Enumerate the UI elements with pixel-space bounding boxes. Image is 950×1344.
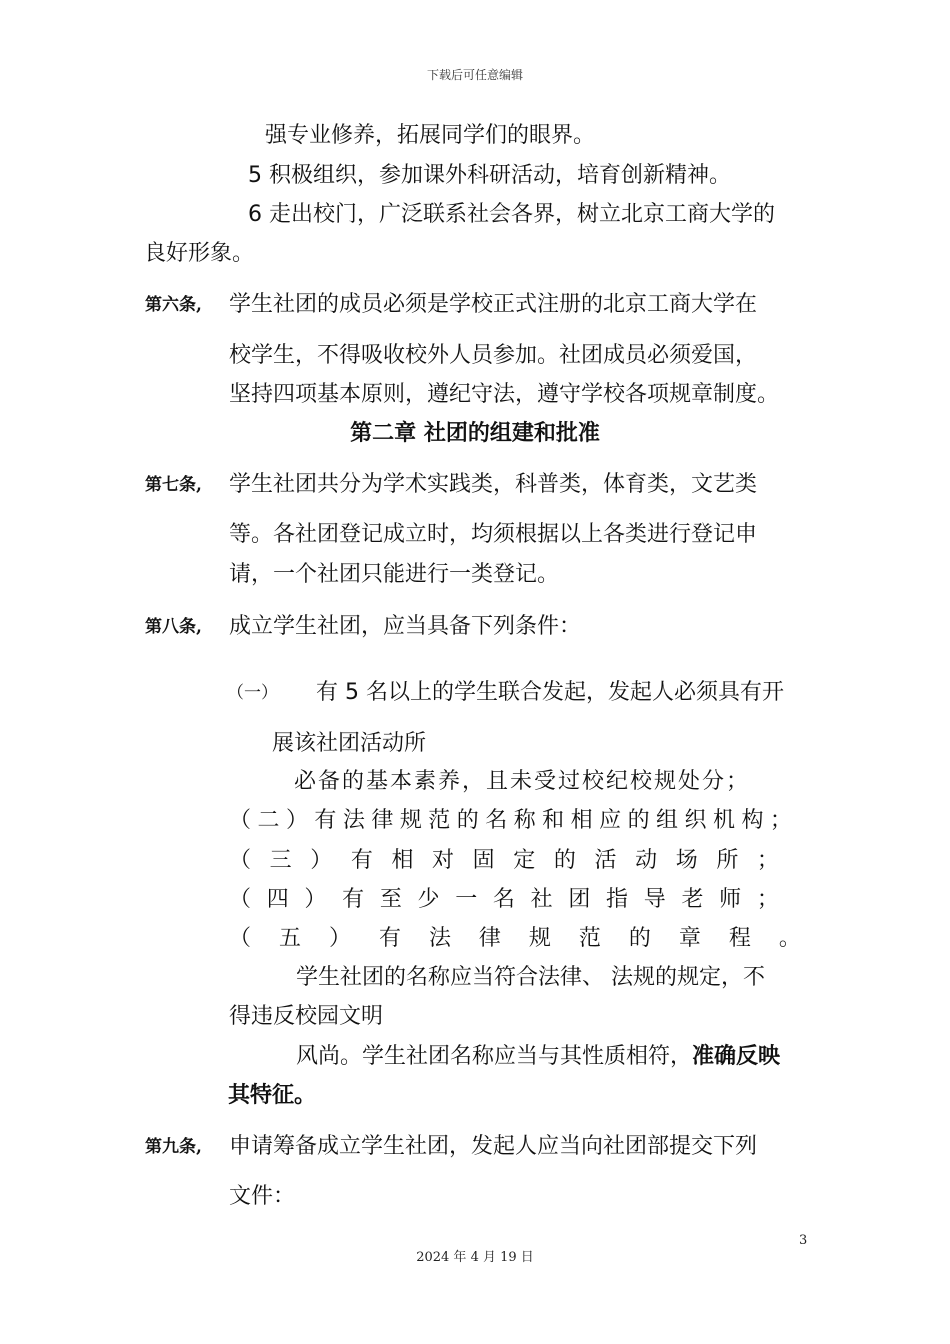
condition-2-line: （ 二 ） 有 法 律 规 范 的 名 称 和 相 应 的 组 织 机 构 ； [229, 808, 792, 833]
condition-1-line: 展该社团活动所 [272, 731, 427, 756]
condition-5-line: （ 五 ） 有 法 律 规 范 的 章 程 。 [229, 926, 801, 951]
article-8-line: 成立学生社团，应当具备下列条件： [229, 614, 582, 639]
article-7-line: 请，一个社团只能进行一类登记。 [229, 562, 560, 587]
condition-1-line: 有 5 名以上的学生联合发起，发起人必须具有开 [316, 680, 784, 705]
paragraph-line-bold: 其特征。 [228, 1083, 317, 1108]
article-9-line: 文件： [229, 1184, 296, 1209]
paragraph-line: 强专业修养，拓展同学们的眼界。 [265, 123, 596, 148]
paragraph-line: 学生社团的名称应当符合法律、 法规的规定，不 [296, 965, 765, 990]
paragraph-line: 风尚。学生社团名称应当与其性质相符，准确反映 [296, 1044, 781, 1069]
article-8-label: 第八条, [145, 617, 202, 637]
page-footer-date: 2024 年 4 月 19 日 [416, 1250, 534, 1265]
page-header: 下载后可任意编辑 [426, 68, 523, 82]
chapter-heading: 第二章 社团的组建和批准 [350, 421, 600, 446]
article-6-line: 校学生，不得吸收校外人员参加。社团成员必须爱国， [229, 343, 758, 368]
article-7-label: 第七条, [145, 475, 202, 495]
article-9-label: 第九条, [145, 1137, 202, 1157]
condition-1-line: 必备的基本素养，且未受过校纪校规处分； [294, 769, 751, 794]
condition-4-line: （ 四 ） 有 至 少 一 名 社 团 指 导 老 师 ； [229, 887, 779, 912]
article-7-line: 等。各社团登记成立时，均须根据以上各类进行登记申 [229, 522, 758, 547]
article-6-label: 第六条, [145, 295, 202, 315]
article-6-line: 学生社团的成员必须是学校正式注册的北京工商大学在 [229, 292, 758, 317]
paragraph-line: 得违反校园文明 [229, 1004, 384, 1029]
paragraph-line: 6 走出校门，广泛联系社会各界，树立北京工商大学的 [248, 202, 775, 227]
article-7-line: 学生社团共分为学术实践类，科普类，体育类，文艺类 [229, 472, 758, 497]
condition-1-number: （一） [227, 683, 278, 703]
page-number: 3 [799, 1233, 808, 1248]
paragraph-line: 良好形象。 [144, 241, 255, 266]
condition-3-line: （ 三 ） 有 相 对 固 定 的 活 动 场 所 ； [229, 848, 779, 873]
paragraph-line: 5 积极组织，参加课外科研活动，培育创新精神。 [248, 163, 731, 188]
article-9-line: 申请筹备成立学生社团，发起人应当向社团部提交下列 [229, 1134, 758, 1159]
article-6-line: 坚持四项基本原则，遵纪守法，遵守学校各项规章制度。 [229, 382, 780, 407]
